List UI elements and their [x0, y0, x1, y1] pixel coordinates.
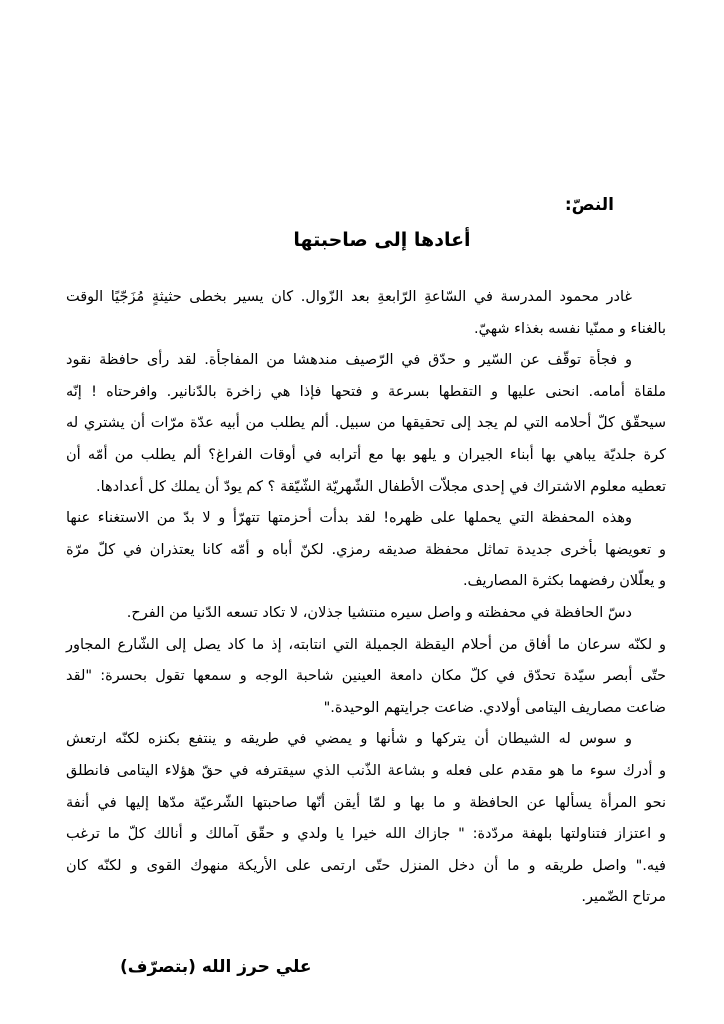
paragraph-5-line-2: و أدرك سوء ما هو مقدم على فعله و بشاعة الذّنب الذي سيقترفه في حقّ هؤلاء اليتامى فانطلق	[66, 762, 666, 779]
paragraph-5-line-3: نحو المرأة يسألها عن الحافظة و ما بها و لمّا أيقن أنّها صاحبتها الشّرعيّة مدّها إليها في أنفة	[66, 794, 666, 811]
paragraph-4-line-3: حتّى أبصر سيّدة تحدّق في كلّ مكان دامعة العينين شاحبة الوجه و سمعها تقول بحسرة: "لقد	[66, 668, 666, 685]
text-title: أعادها إلى صاحبتها	[293, 229, 471, 251]
paragraph-4-line-4: ضاعت مصاريف اليتامى أولادي. ضاعت جرايتهم الوحيدة."	[323, 699, 666, 716]
paragraph-5-line-1: و سوس له الشيطان أن يتركها و شأنها و يمضي في طريقه و ينتفع بكنزه لكنّه ارتعش	[66, 731, 632, 748]
paragraph-3-line-3: و يعلّلان رفضهما بكثرة المصاريف.	[462, 573, 666, 590]
paragraph-3-line-2: و تعويضها بأخرى جديدة تماثل محفظة صديقه رمزي. لكنّ أباه و أمّه كانا يعتذران في كلّ مرّة	[66, 541, 666, 558]
text-body	[66, 282, 666, 914]
section-label: النصّ:	[564, 195, 614, 215]
paragraph-3-line-1: وهذه المحفظة التي يحملها على ظهره! لقد بدأت أحزمتها تتهرّأ و لا بدّ من الاستغناء عنها	[66, 510, 632, 527]
paragraph-2-line-5: تعطيه معلوم الاشتراك في إحدى مجلاّت الأطفال الشّهريّة الشّيّقة ؟ كم يودّ أن يملك كل أعدادها.	[96, 478, 666, 495]
paragraph-2-line-3: سيحقّق كلّ أحلامه التي لم يجد إلى تحقيقها من سبيل. ألم يطلب من أبيه عدّة مرّات أن يشتري له	[66, 415, 666, 432]
author-signature: علي حرز الله (بتصرّف)	[120, 957, 312, 977]
paragraph-5-line-6: مرتاح الضّمير.	[581, 889, 666, 906]
paragraph-2-line-2: ملقاة أمامه. انحنى عليها و التقطها بسرعة و فتحها فإذا هي زاخرة بالدّنانير. وافرحتاه ! إنّه	[66, 383, 666, 400]
paragraph-2-line-4: كرة جلديّة يباهي بها أبناء الجيران و يلهو بها مع أترابه في أوقات الفراغ؟ ألم يطلب من أمّه أن	[66, 446, 666, 463]
paragraph-2-line-1: و فجأة توقّف عن السّير و حدّق في الرّصيف مندهشا من المفاجأة. لقد رأى حافظة نقود	[66, 352, 632, 369]
paragraph-4-line-1: دسّ الحافظة في محفظته و واصل سيره منتشيا جذلان، لا تكاد تسعه الدّنيا من الفرح.	[126, 604, 632, 621]
paragraph-5-line-5: فيه." واصل طريقه و ما أن دخل المنزل حتّى ارتمى على الأريكة منهوك القوى و لكنّه كان	[66, 857, 666, 874]
paragraph-5-line-4: و اعتزاز فتناولتها بلهفة مردّدة: " جازاك الله خيرا يا ولدي و حقّق آمالك و أنالك كلّ ما ترغب	[66, 826, 666, 843]
paragraph-1-line-2: بالغناء و ممنّيا نفسه بغذاء شهيّ.	[474, 320, 666, 337]
paragraph-4-line-2: و لكنّه سرعان ما أفاق من أحلام اليقظة الجميلة التي انتابته، إذ ما كاد يصل إلى الشّارع المجاور	[66, 636, 666, 653]
paragraph-1-line-1: غادر محمود المدرسة في السّاعةِ الرّابعةِ بعد الزّوال. كان يسير بخطى حثيثةٍ مُزَجّيًا الوقت	[66, 289, 632, 305]
